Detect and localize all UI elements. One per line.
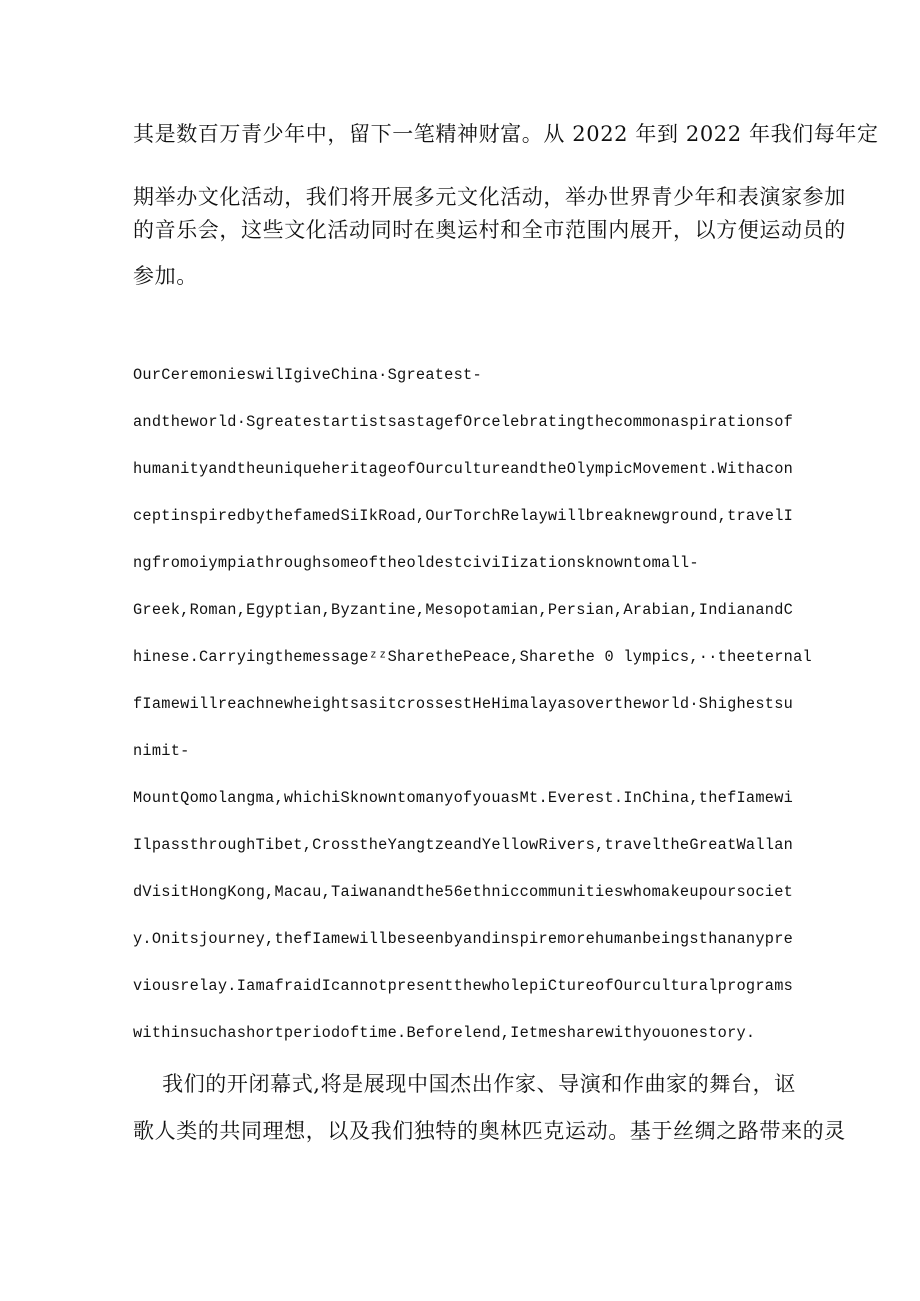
english-para-line: Greek,Roman,Egyptian,Byzantine,Mesopotamian,Persian,Arabian,IndianandC <box>133 601 794 619</box>
english-para-line: viousrelay.IamafraidIcannotpresentthewholepiCtureofOurculturalprograms <box>133 977 794 995</box>
english-para-line: nimit- <box>133 742 190 760</box>
english-para-line: humanityandtheuniqueheritageofOurcultureandtheOlympicMovement.Withacon <box>133 460 794 478</box>
english-para-line: withinsuchashortperiodoftime.Beforelend,Ietmesharewithyouonestory. <box>133 1024 756 1042</box>
english-para-line: IlpassthroughTibet,CrosstheYangtzeandYellowRivers,traveltheGreatWallan <box>133 836 794 854</box>
chinese-para1-line: 其是数百万青少年中，留下一笔精神财富。从 2022 年到 2022 年我们每年定 <box>133 122 879 146</box>
chinese-para1-line: 的音乐会，这些文化活动同时在奥运村和全市范围内展开，以方便运动员的 <box>133 218 846 242</box>
english-para-line: fIamewillreachnewheightsasitcrossestHeHimalayasovertheworld·Shighestsu <box>133 695 794 713</box>
english-para-line: dVisitHongKong,Macau,Taiwanandthe56ethniccommunitieswhomakeupoursociet <box>133 883 794 901</box>
english-para-line: hinese.CarryingthemessageᶻᶻSharethePeace,Sharethe 0 lympics,··theeternal <box>133 648 812 666</box>
chinese-para2-line: 我们的开闭幕式,将是展现中国杰出作家、导演和作曲家的舞台，讴 <box>133 1072 796 1096</box>
chinese-para2-line: 歌人类的共同理想，以及我们独特的奥林匹克运动。基于丝绸之路带来的灵 <box>133 1119 846 1143</box>
chinese-para1-line: 参加。 <box>133 264 198 288</box>
english-para-line: MountQomolangma,whichiSknowntomanyofyouasMt.Everest.InChina,thefIamewi <box>133 789 794 807</box>
english-para-line: OurCeremonieswilIgiveChina·Sgreatest- <box>133 366 482 384</box>
chinese-para1-line: 期举办文化活动，我们将开展多元文化活动，举办世界青少年和表演家参加 <box>133 185 846 209</box>
english-para-line: ngfromoiympiathroughsomeoftheoldestciviIizationsknowntomall- <box>133 554 699 572</box>
english-para-line: andtheworld·SgreatestartistsastagefOrcelebratingthecommonaspirationsof <box>133 413 794 431</box>
english-para-line: ceptinspiredbythefamedSiIkRoad,OurTorchRelaywillbreaknewground,travelI <box>133 507 794 525</box>
english-para-line: y.Onitsjourney,thefIamewillbeseenbyandinspiremorehumanbeingsthananypre <box>133 930 794 948</box>
